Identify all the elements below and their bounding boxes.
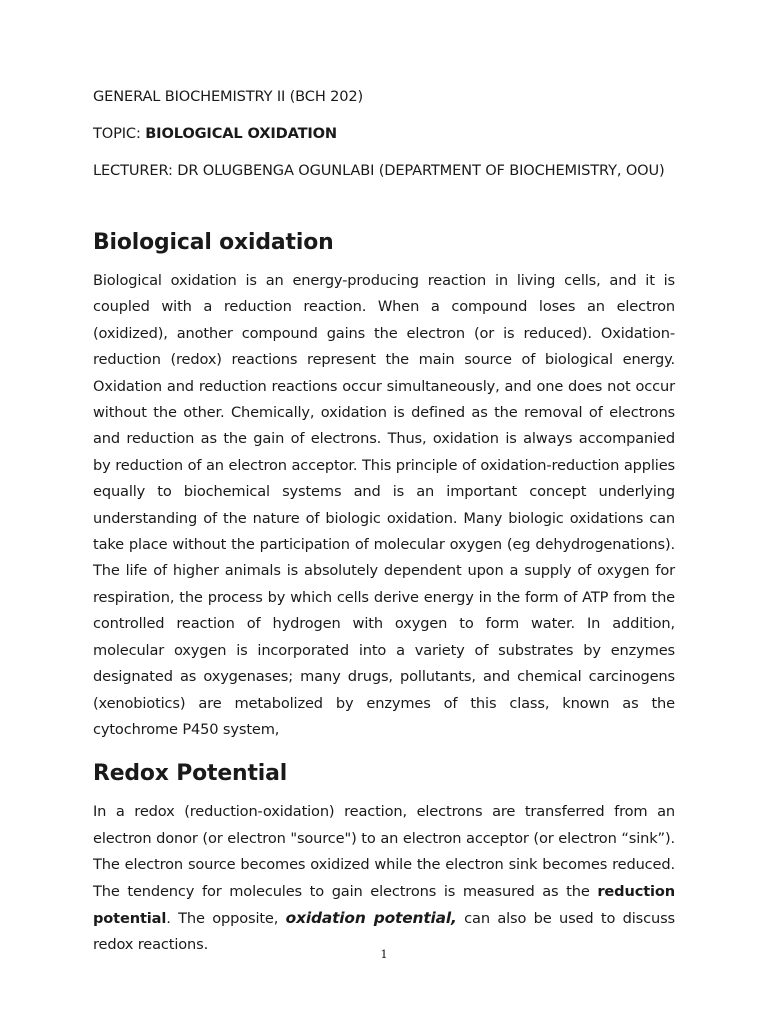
redox-text-part2: . The opposite, xyxy=(166,909,286,927)
topic-label: TOPIC: xyxy=(93,125,146,142)
lecturer-line: LECTURER: DR OLUGBENGA OGUNLABI (DEPARTMENT OF BIOCHEMISTRY, OOU) xyxy=(93,162,665,179)
term-reduction-potential: reduction potential xyxy=(93,882,675,927)
course-title: GENERAL BIOCHEMISTRY II (BCH 202) xyxy=(93,88,364,105)
page-number: 1 xyxy=(380,947,388,961)
section-title-redox-potential: Redox Potential xyxy=(93,761,288,787)
document-page xyxy=(93,86,675,959)
section-title-biological-oxidation: Biological oxidation xyxy=(93,230,334,255)
redox-text-part3: can also be used to discuss redox reactions. xyxy=(93,909,675,954)
topic-value: BIOLOGICAL OXIDATION xyxy=(145,125,337,142)
term-oxidation-potential: oxidation potential, xyxy=(285,908,457,927)
topic-line xyxy=(93,123,675,145)
paragraph-redox-potential xyxy=(93,799,675,958)
paragraph-biological-oxidation: Biological oxidation is an energy-producing reaction in living cells, and it is coupled with a reduction reaction. When a compound loses an electron (oxidized), another compound gains the electron (or is reduced). Oxidation-reduction (redox) reactions represent the main source of biological energy. Oxidation and reduction reactions occur simultaneously, and one does not occur without the other. Chemically, oxidation is defined as the removal of electrons and reduction as the gain of electrons. Thus, oxidation is always accompanied by reduction of an electron acceptor. This principle of oxidation-reduction applies equally to biochemical systems and is an important concept underlying understanding of the nature of biologic oxidation. Many biologic oxidations can take place without the participation of molecular oxygen (eg dehydrogenations). The life of higher animals is absolutely dependent upon a supply of oxygen for respiration, the process by which cells derive energy in the form of ATP from the controlled reaction of hydrogen with oxygen to form water. In addition, molecular oxygen is incorporated into a variety of substrates by enzymes designated as oxygenases; many drugs, pollutants, and chemical carcinogens (xenobiotics) are metabolized by enzymes of this class, known as the cytochrome P450 system, xyxy=(93,272,675,738)
redox-text-part1: In a redox (reduction-oxidation) reaction, electrons are transferred from an electron donor (or electron "source") to an electron acceptor (or electron “sink”). The electron source becomes oxidized while the electron sink becomes reduced. The tendency for molecules to gain electrons is measured as the xyxy=(93,803,675,900)
